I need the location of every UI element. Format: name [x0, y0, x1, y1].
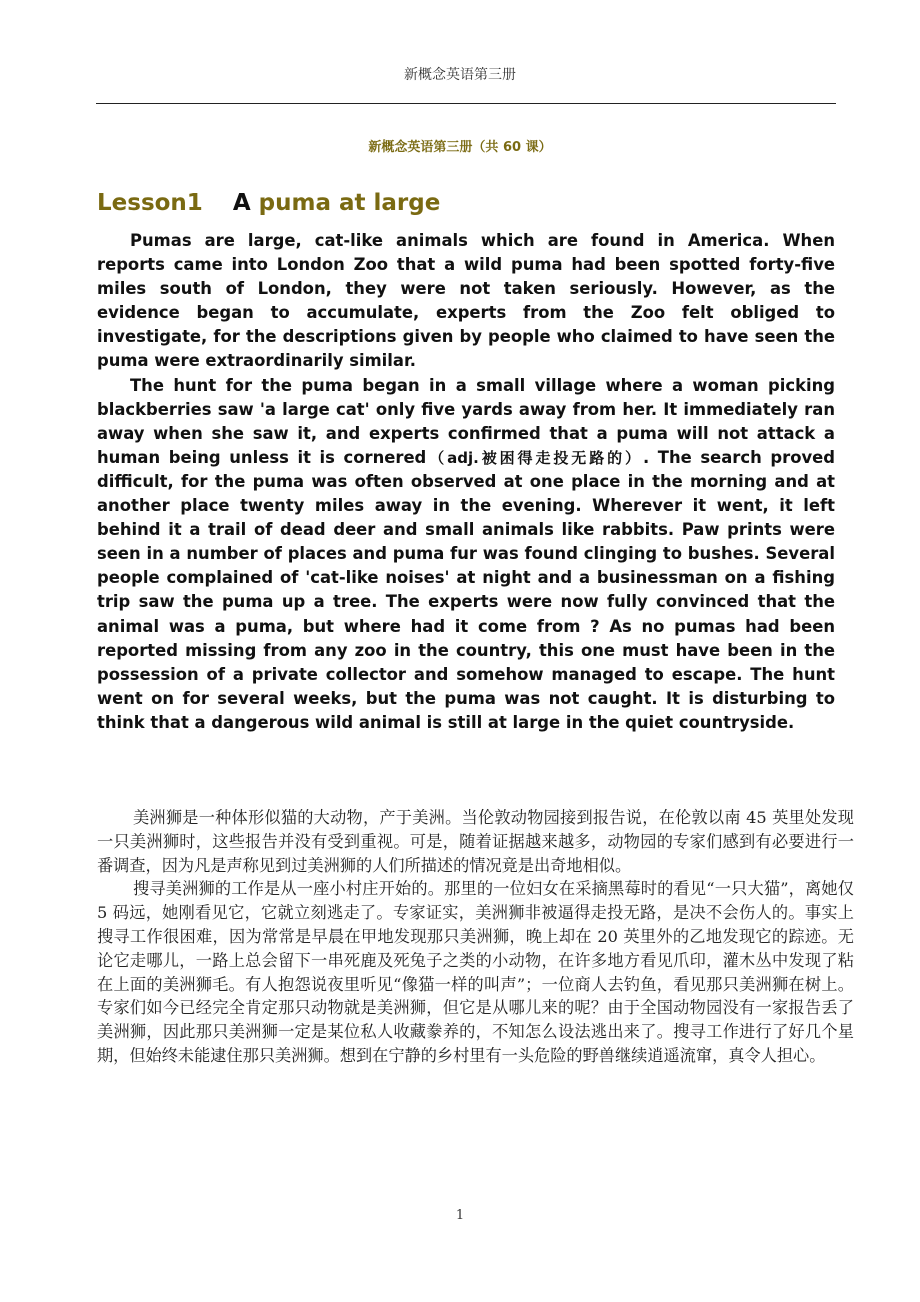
english-paragraph-2-part-1: The hunt for the puma began in a small village where a woman picking blackberries saw 'a large cat' only five yards away from her. It immediately ran away when she saw it, and experts confirmed that a puma will not attack a human being unless it is cornered [97, 375, 835, 467]
lesson-number: Lesson1 [97, 190, 203, 216]
english-paragraph-1: Pumas are large, cat-like animals which are found in America. When reports came into London Zoo that a wild puma had been spotted forty-five miles south of London, they were not taken seriously. However, as the evidence began to accumulate, experts from the Zoo felt obliged to investigate, for the descriptions given by people who claimed to have seen the puma were extraordinarily similar. [97, 231, 835, 371]
page-number: 1 [455, 1208, 465, 1223]
english-passage [97, 229, 835, 735]
book-title: 新概念英语第三册（共 60 课） [368, 140, 552, 155]
vocabulary-note: （adj.被困得走投无路的） [426, 448, 643, 467]
lesson-title-article: A [232, 190, 251, 216]
running-header: 新概念英语第三册 [404, 67, 516, 83]
chinese-translation [97, 806, 854, 1068]
english-paragraph-2 [97, 374, 835, 735]
english-paragraph-2-part-2: . The search proved difficult, for the puma was often observed at one place in the morning and at another place twenty miles away in the evening. Wherever it went, it left behind it a trail of dead deer and small animals like rabbits. Paw prints were seen in a number of places and puma fur was found clinging to bushes. Several people complained of 'cat-like noises' at night and a businessman on a fishing trip saw the puma up a tree. The experts were now fully convinced that the animal was a puma, but where had it come from ? As no pumas had been reported missing from any zoo in the country, this one must have been in the possession of a private collector and somehow managed to escape. The hunt went on for several weeks, but the puma was not caught. It is disturbing to think that a dangerous wild animal is still at large in the quiet countryside. [97, 447, 835, 732]
lesson-title: puma at large [258, 190, 441, 216]
chinese-paragraph-2: 搜寻美洲狮的工作是从一座小村庄开始的。那里的一位妇女在采摘黑莓时的看见“一只大猫”，离她仅 5 码远，她刚看见它，它就立刻逃走了。专家证实，美洲狮非被逼得走投无路，是决不会伤人的。事实上搜寻工作很困难，因为常常是早晨在甲地发现那只美洲狮，晚上却在 20 英里外的乙地发现它的踪迹。无论它走哪儿，一路上总会留下一串死鹿及死兔子之类的小动物，在许多地方看见爪印，灌木丛中发现了粘在上面的美洲狮毛。有人抱怨说夜里听见“像猫一样的叫声”；一位商人去钓鱼，看见那只美洲狮在树上。专家们如今已经完全肯定那只动物就是美洲狮，但它是从哪儿来的呢？由于全国动物园没有一家报告丢了美洲狮，因此那只美洲狮一定是某位私人收藏豢养的，不知怎么设法逃出来了。搜寻工作进行了好几个星期，但始终未能逮住那只美洲狮。想到在宁静的乡村里有一头危险的野兽继续逍遥流窜，真令人担心。 [97, 879, 854, 1065]
lesson-heading [97, 190, 440, 216]
header-divider [96, 103, 836, 104]
chinese-paragraph-1: 美洲狮是一种体形似猫的大动物，产于美洲。当伦敦动物园接到报告说，在伦敦以南 45 英里处发现一只美洲狮时，这些报告并没有受到重视。可是，随着证据越来越多，动物园的专家们感到有必要进行一番调查，因为凡是声称见到过美洲狮的人们所描述的情况竟是出奇地相似。 [97, 808, 854, 875]
